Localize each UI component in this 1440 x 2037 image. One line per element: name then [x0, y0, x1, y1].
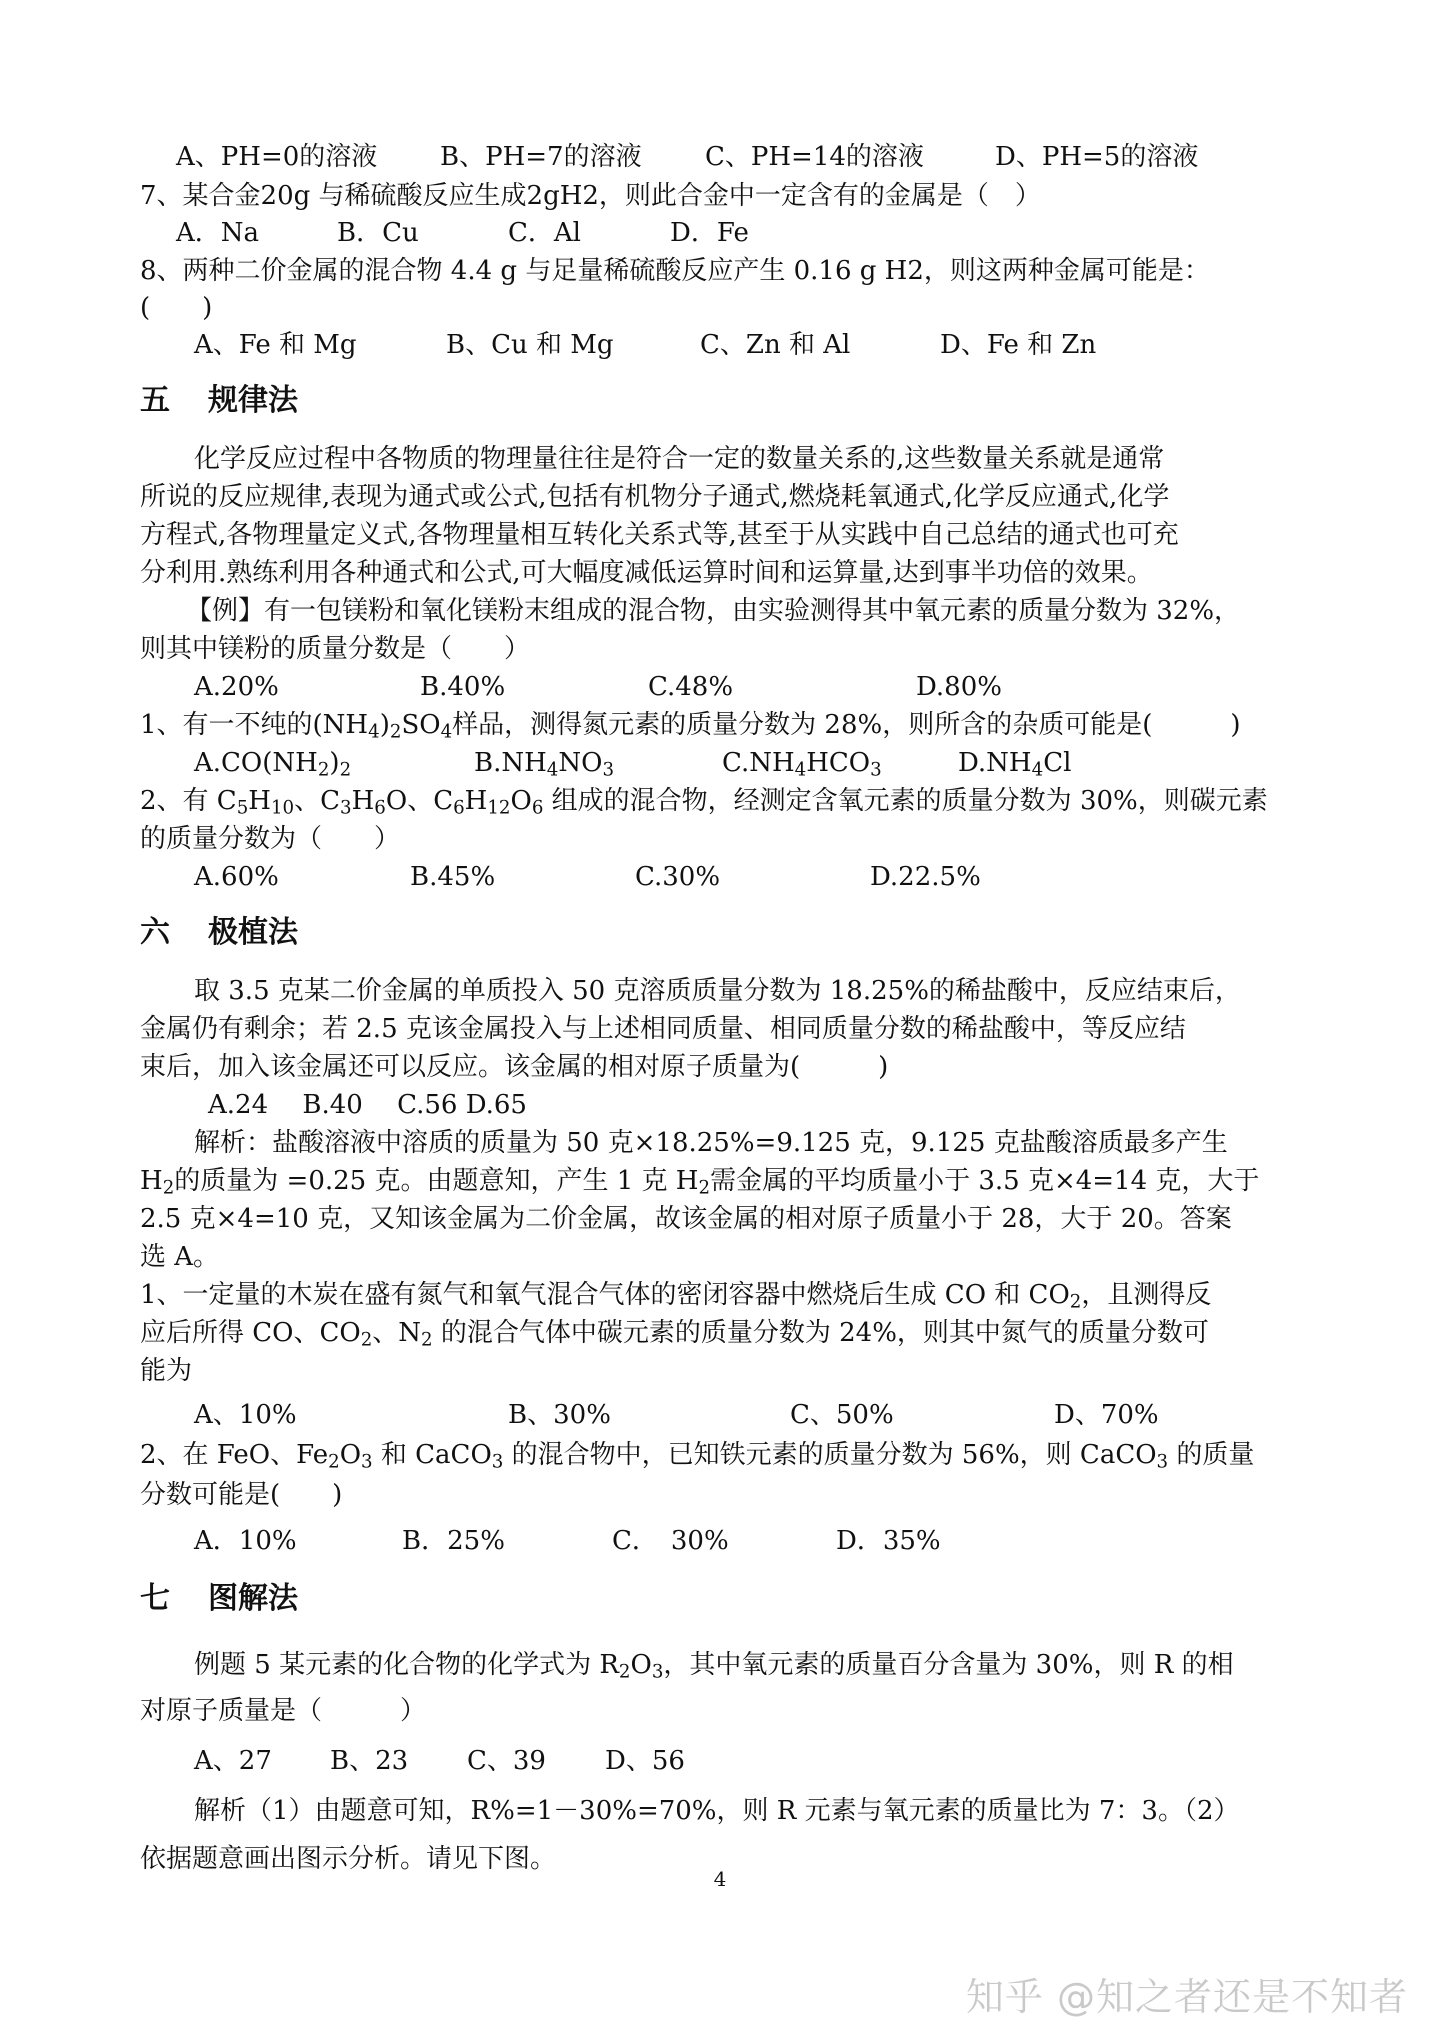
section6-q2-option-b: B．25%: [402, 1526, 505, 1556]
q6-option-a: A、PH=0的溶液: [176, 142, 378, 172]
section6-q2-option-a: A．10%: [194, 1526, 297, 1556]
section5-example-line1: 【例】有一包镁粉和氧化镁粉末组成的混合物，由实验测得其中氧元素的质量分数为 32%，: [186, 596, 1241, 626]
section7-option-d: D、56: [605, 1746, 685, 1776]
section5-example-option-a: A.20%: [194, 672, 279, 702]
section5-q2-stem-cont: 的质量分数为（ ）: [140, 824, 401, 854]
section5-example-line2: 则其中镁粉的质量分数是（ ）: [140, 634, 531, 664]
section5-example-option-b: B.40%: [420, 672, 506, 702]
section6-number: 六: [140, 915, 170, 950]
section5-q1-option-a: $A.CO(NH_2)_2$: [194, 748, 352, 781]
section5-q1-sub: 4: [440, 721, 453, 743]
q8-option-a: A、Fe 和 Mg: [194, 330, 357, 360]
section7-option-b: B、23: [330, 1746, 409, 1776]
q6-option-b: B、PH=7的溶液: [440, 142, 642, 172]
section5-q2-stem: 2、有 $C_5H_{10}$、$C_3H_6O$、$C_6H_{12}O_6$ 组成的混合物，经测定含氧元素的质量分数为 30%，则碳元素: [140, 786, 1268, 819]
section6-q1-option-d: D、70%: [1054, 1400, 1159, 1430]
section6-problem-line3: 束后，加入该金属还可以反应。该金属的相对原子质量为( ): [140, 1052, 889, 1082]
section7-option-c: C、39: [467, 1746, 546, 1776]
section6-analysis-line3: 2.5 克×4=10 克，又知该金属为二价金属，故该金属的相对原子质量小于 28，大于 20。答案: [140, 1204, 1232, 1234]
section5-intro-line4: 分利用.熟练利用各种通式和公式,可大幅度减低运算时间和运算量,达到事半功倍的效果。: [140, 558, 1153, 588]
section5-example-option-d: D.80%: [916, 672, 1002, 702]
section7-title: 图解法: [208, 1581, 298, 1616]
q7-option-d: D．Fe: [670, 218, 749, 248]
section5-q2-option-b: B.45%: [410, 862, 496, 892]
section5-q1-text: 样品，测得氮元素的质量分数为 28%，则所含的杂质可能是( ): [452, 710, 1241, 740]
section5-q1-text: 1、有一不纯的(NH: [140, 710, 369, 740]
section6-q1-option-c: C、50%: [790, 1400, 894, 1430]
section5-q1-option-d: $D.NH_4Cl$: [958, 748, 1072, 781]
section6-q1-option-a: A、10%: [194, 1400, 297, 1430]
section6-q1-line1: 1、一定量的木炭在盛有氮气和氧气混合气体的密闭容器中燃烧后生成 CO 和 $CO_2$，且测得反: [140, 1280, 1212, 1313]
section5-number: 五: [140, 383, 170, 418]
q8-option-c: C、Zn 和 Al: [700, 330, 851, 360]
q8-option-b: B、Cu 和 Mg: [446, 330, 614, 360]
section5-q1-option-b: $B.NH_4NO_3$: [474, 748, 615, 781]
q6-option-d: D、PH=5的溶液: [995, 142, 1199, 172]
q7-option-c: C．Al: [508, 218, 581, 248]
section6-problem-line2: 金属仍有剩余；若 2.5 克该金属投入与上述相同质量、相同质量分数的稀盐酸中，等反应结: [140, 1014, 1186, 1044]
section6-problem-options: A.24 B.40 C.56 D.65: [208, 1090, 527, 1120]
section5-intro-line2: 所说的反应规律,表现为通式或公式,包括有机物分子通式,燃烧耗氧通式,化学反应通式,化学: [140, 482, 1170, 512]
watermark: 知乎 @知之者还是不知者: [965, 1975, 1408, 2019]
section7-example-line1: 例题 5 某元素的化合物的化学式为 $R_2O_3$，其中氧元素的质量百分含量为 30%，则 R 的相: [194, 1650, 1234, 1683]
q8-stem: 8、两种二价金属的混合物 4.4 g 与足量稀硫酸反应产生 0.16 g H2，则这两种金属可能是：: [140, 256, 1210, 286]
section7-option-a: A、27: [194, 1746, 272, 1776]
section6-analysis-line4: 选 A。: [140, 1242, 220, 1272]
q6-option-c: C、PH=14的溶液: [705, 142, 924, 172]
section5-title: 规律法: [208, 383, 298, 418]
section7-analysis-line1: 解析（1）由题意可知，R%=1－30%=70%，则 R 元素与氧元素的质量比为 7：3。（2）: [194, 1796, 1240, 1826]
q8-option-d: D、Fe 和 Zn: [940, 330, 1097, 360]
section5-q1-text: SO: [401, 710, 441, 740]
section6-title: 极植法: [208, 915, 298, 950]
section5-intro-line1: 化学反应过程中各物质的物理量往往是符合一定的数量关系的,这些数量关系就是通常: [194, 444, 1165, 474]
section6-analysis-line2: $H_2$的质量为 =0.25 克。由题意知，产生 1 克 $H_2$需金属的平均质量小于 3.5 克×4=14 克，大于: [140, 1166, 1260, 1199]
q7-option-a: A．Na: [176, 218, 260, 248]
q7-option-b: B．Cu: [337, 218, 419, 248]
section6-q2-option-d: D．35%: [836, 1526, 941, 1556]
section5-q1-stem: [140, 706, 1241, 744]
section5-q1-sub: 2: [389, 721, 402, 743]
section6-q2-option-c: C． 30%: [612, 1526, 729, 1556]
section7-heading: [140, 1580, 298, 1618]
section5-q2-option-d: D.22.5%: [870, 862, 981, 892]
section6-q1-option-b: B、30%: [508, 1400, 611, 1430]
section5-q2-option-c: C.30%: [635, 862, 721, 892]
section6-q1-line3: 能为: [140, 1356, 193, 1386]
section5-q2-option-a: A.60%: [194, 862, 279, 892]
section5-q1-sub: 4: [368, 721, 380, 743]
section5-q1-text: ): [379, 710, 390, 740]
section5-example-option-c: C.48%: [648, 672, 734, 702]
section7-number: 七: [140, 1581, 170, 1616]
section6-problem-line1: 取 3.5 克某二价金属的单质投入 50 克溶质质量分数为 18.25%的稀盐酸中，反应结束后，: [194, 976, 1241, 1006]
section5-heading: [140, 382, 298, 420]
section5-q1-option-c: $C.NH_4HCO_3$: [722, 748, 882, 781]
q8-stem-cont: ( ): [140, 293, 213, 323]
page-number: 4: [713, 1867, 727, 1891]
section5-intro-line3: 方程式,各物理量定义式,各物理量相互转化关系式等,甚至于从实践中自己总结的通式也可充: [140, 520, 1179, 550]
section6-q2-stem: 2、在 FeO、$Fe_2O_3$ 和 CaCO$_3$ 的混合物中，已知铁元素的质量分数为 56%，则 CaCO$_3$ 的质量: [140, 1440, 1255, 1473]
section6-q2-stem-cont: 分数可能是( ): [140, 1480, 343, 1510]
section6-heading: [140, 914, 298, 952]
section6-q1-line2: 应后所得 CO、$CO_2$、$N_2$ 的混合气体中碳元素的质量分数为 24%，则其中氮气的质量分数可: [140, 1318, 1209, 1351]
section7-analysis-line2: 依据题意画出图示分析。请见下图。: [140, 1844, 557, 1874]
section6-analysis-line1: 解析：盐酸溶液中溶质的质量为 50 克×18.25%=9.125 克，9.125 克盐酸溶质最多产生: [194, 1128, 1228, 1158]
section7-example-line2: 对原子质量是（ ）: [140, 1696, 427, 1726]
q7-stem: 7、某合金20g 与稀硫酸反应生成2gH2，则此合金中一定含有的金属是（ ）: [140, 181, 1041, 211]
